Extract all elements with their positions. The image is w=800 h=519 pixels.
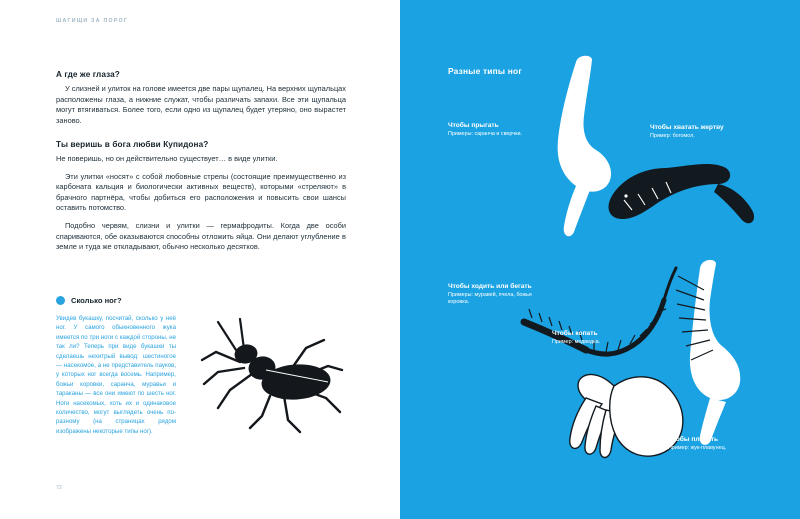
text-block-eyes (56, 70, 346, 133)
label-subtitle: Пример: жук-плавунец. (668, 445, 727, 451)
paragraph: Подобно червям, слизни и улитки — гермафродиты. Когда две особи спариваются, обе оказываются способны отложить яйца. Они делают углубление в земле и туда же откладывают, обычно несколько десятков. (56, 220, 346, 252)
jumping-leg-shape (558, 56, 611, 237)
label-subtitle: Примеры: саранча и сверчки. (448, 131, 522, 137)
sidebar-how-many-legs (56, 296, 176, 436)
bullet-circle-icon (56, 296, 65, 305)
right-page (400, 0, 800, 519)
label-title: Чтобы копать (552, 330, 598, 337)
paragraph: Не поверишь, но он действительно существует… в виде улитки. (56, 154, 278, 163)
sidebar-heading: Сколько ног? (71, 296, 122, 305)
label-jumping (448, 122, 538, 138)
digging-leg-shape (570, 374, 683, 457)
beetle-illustration (196, 316, 348, 442)
label-title: Чтобы ходить или бегать (448, 283, 532, 290)
beetle-svg (196, 316, 348, 442)
right-page-title: Разные типы ног (448, 66, 523, 76)
label-title: Чтобы прыгать (448, 122, 499, 129)
page-number: 72 (56, 485, 62, 491)
heading-eyes: А где же глаза? (56, 70, 120, 79)
swimming-leg-shape (676, 260, 740, 445)
paragraph: У слизней и улиток на голове имеется две пары щупалец. На верхних щупальцах расположены глаза, а нижние служат, чтобы различать запахи. Все эти щупальца могут втягиваться. Более того, если одно из щупалец будет утеряно, оно вырастет заново. (56, 84, 346, 125)
sidebar-heading-row (56, 296, 176, 305)
label-swimming (668, 436, 778, 452)
text-block-cupid (56, 140, 346, 260)
label-title: Чтобы плавать (668, 436, 719, 443)
paragraph: Эти улитки «носят» с собой любовные стрелы (состоящие преимущественно из карбоната кальция и биологически активных веществ), которыми «стреляют» в брачного партнёра, чтобы добиться его расположения и повысить свои шансы оставить потомство. (56, 171, 346, 213)
label-subtitle: Пример: богомол. (650, 133, 695, 139)
label-subtitle: Примеры: муравей, пчела, божья коровка. (448, 292, 532, 306)
sidebar-text: Увидев букашку, посчитай, сколько у неё ног. У самого обыкновенного жука имеется по три ноги с каждой стороны, не так ли? Теперь при виде букашки ты сделаешь нехитрый вывод: шестиногое — насекомое, а не представитель пауков, у которых ног всегда восемь. Например, божьи коровки, саранча, муравьи и тараканы — все они имеют по шесть ног. Ноги насекомых, хоть их и одинаковое количество, могут выглядеть очень по-разному (на страницах рядом изображены некоторые типы ног). (56, 315, 176, 435)
label-grabbing (650, 124, 746, 140)
heading-cupid: Ты веришь в бога любви Купидона? (56, 140, 209, 149)
label-title: Чтобы хватать жертву (650, 124, 724, 131)
label-subtitle: Пример: медведка. (552, 339, 601, 345)
label-walking (448, 283, 544, 307)
running-head: ШАГИЩИ ЗА ПОРОГ (56, 18, 129, 24)
label-digging (552, 330, 644, 346)
grabbing-leg-shape (609, 164, 755, 223)
